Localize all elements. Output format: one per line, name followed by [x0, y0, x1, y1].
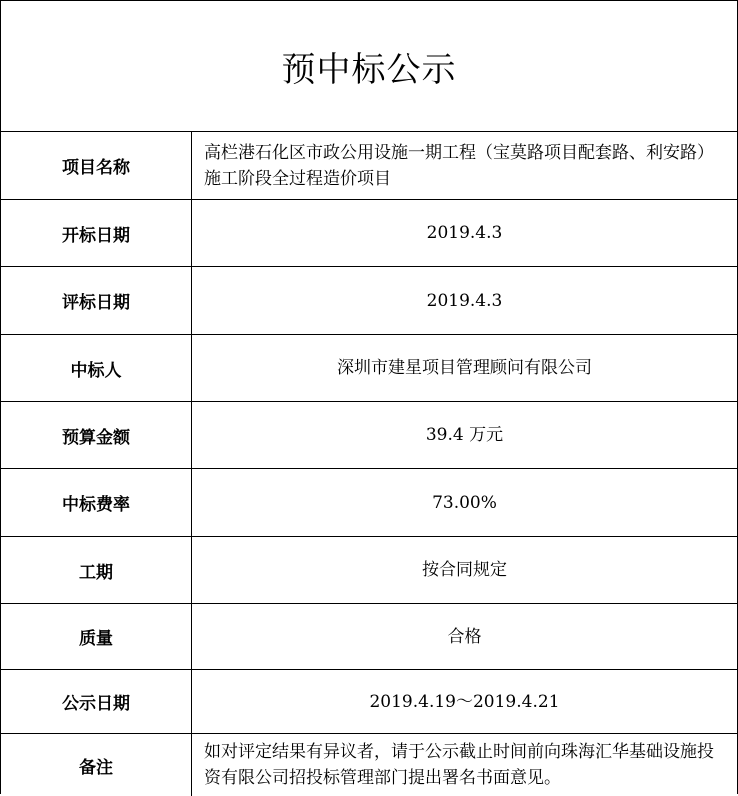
winning-rate-value: 73.00%	[432, 492, 497, 513]
quality-label: 质量	[1, 604, 192, 669]
winning-bidder-label: 中标人	[1, 335, 192, 401]
quality-value: 合格	[447, 626, 482, 647]
evaluation-date-label: 评标日期	[1, 267, 192, 334]
budget-amount-value: 39.4 万元	[425, 425, 504, 445]
page-title: 预中标公示	[281, 49, 457, 90]
announcement-date-label: 公示日期	[1, 670, 192, 733]
bid-opening-date-value: 2019.4.3	[426, 223, 503, 243]
row-duration	[1, 537, 737, 604]
row-project-name	[1, 132, 737, 200]
row-budget-amount	[1, 402, 737, 469]
budget-amount-label: 预算金额	[1, 402, 192, 468]
duration-label: 工期	[1, 537, 192, 603]
row-evaluation-date	[1, 267, 737, 335]
row-bid-opening-date	[1, 200, 737, 267]
remarks-label: 备注	[1, 734, 192, 796]
project-name-value: 高栏港石化区市政公用设施一期工程（宝莫路项目配套路、利安路）施工阶段全过程造价项目	[204, 142, 714, 189]
row-remarks	[1, 734, 737, 796]
announcement-date-value: 2019.4.19～2019.4.21	[369, 691, 560, 712]
project-name-label: 项目名称	[1, 132, 192, 199]
bid-opening-date-label: 开标日期	[1, 200, 192, 266]
row-winning-bidder	[1, 335, 737, 402]
row-announcement-date	[1, 670, 737, 734]
remarks-value: 如对评定结果有异议者，请于公示截止时间前向珠海汇华基础设施投资有限公司招投标管理部门提出署名书面意见。	[204, 742, 714, 788]
row-quality	[1, 604, 737, 670]
row-winning-rate	[1, 469, 737, 537]
winning-bidder-value: 深圳市建星项目管理顾问有限公司	[337, 358, 592, 378]
evaluation-date-value: 2019.4.3	[426, 290, 503, 311]
duration-value: 按合同规定	[422, 560, 507, 580]
winning-rate-label: 中标费率	[1, 469, 192, 536]
title-row	[1, 1, 737, 132]
